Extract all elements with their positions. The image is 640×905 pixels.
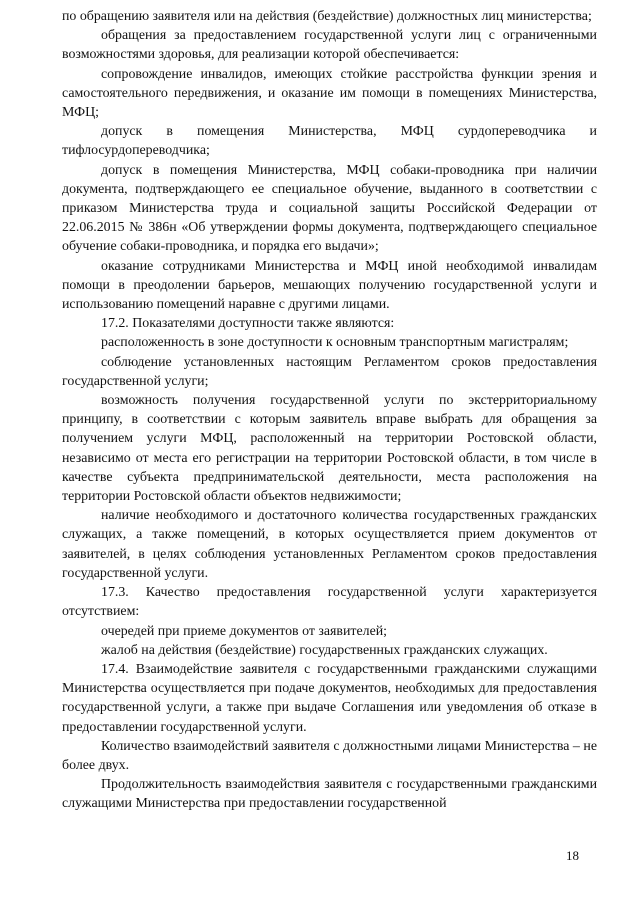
- paragraph-appeal-continuation: по обращению заявителя или на действия (бездействие) должностных лиц министерства;: [62, 9, 592, 24]
- paragraph-disabled-access: обращения за предоставлением государственной услуги лиц с ограниченными возможностями здоровья, для реализации которой обеспечивается:: [62, 28, 597, 63]
- paragraph-sign-interpreter: допуск в помещения Министерства, МФЦ сурдопереводчика и тифлосурдопереводчика;: [62, 124, 597, 159]
- document-body: [62, 7, 597, 814]
- page-number: 18: [566, 848, 579, 863]
- paragraph-extraterritorial: возможность получения государственной услуги по экстерриториальному принципу, в соответствии с которым заявитель вправе выбрать для обращения за получением услуги МФЦ, расположенный на территории Ростовской области, независимо от места его регистрации на территории Ростовской области, в том числе в качестве субъекта предпринимательской деятельности, места расположения на территории Ростовской области объектов недвижимости;: [62, 393, 597, 505]
- paragraph-section-17-3: 17.3. Качество предоставления государственной услуги характеризуется отсутствием:: [62, 585, 597, 620]
- paragraph-no-complaints: жалоб на действия (бездействие) государственных гражданских служащих.: [101, 642, 548, 658]
- paragraph-staff-availability: наличие необходимого и достаточного количества государственных гражданских служащих, а также помещений, в которых осуществляется прием документов от заявителей, в целях соблюдения установленных Регламентом сроков предоставления государственной услуги.: [62, 508, 597, 581]
- paragraph-section-17-4: 17.4. Взаимодействие заявителя с государственными гражданскими служащими Министерства осуществляется при подаче документов, необходимых для предоставления государственной услуги, а также при выдаче Соглашения или уведомления об отказе в предоставлении государственной услуги.: [62, 661, 597, 735]
- paragraph-section-17-2: 17.2. Показателями доступности также являются:: [101, 316, 395, 332]
- paragraph-interaction-duration: Продолжительность взаимодействия заявителя с государственными гражданскими служащими Министерства при предоставлении государственной: [62, 777, 597, 812]
- paragraph-staff-assistance: оказание сотрудниками Министерства и МФЦ иной необходимой инвалидам помощи в преодолении барьеров, мешающих получению государственной услуги и использованию помещений наравне с другими лицами.: [62, 258, 597, 313]
- paragraph-transport-access: расположенность в зоне доступности к основным транспортным магистралям;: [101, 335, 569, 351]
- paragraph-interaction-count: Количество взаимодействий заявителя с должностными лицами Министерства – не более двух.: [62, 738, 597, 773]
- paragraph-deadlines: соблюдение установленных настоящим Регламентом сроков предоставления государственной услуги;: [62, 354, 597, 389]
- paragraph-no-queues: очередей при приеме документов от заявителей;: [101, 623, 388, 639]
- paragraph-guide-dog: допуск в помещения Министерства, МФЦ собаки-проводника при наличии документа, подтверждающего ее специальное обучение, выданного в соответствии с приказом Министерства труда и социальной защиты Российской Федерации от 22.06.2015 № 386н «Об утверждении формы документа, подтверждающего специальное обучение собаки-проводника, и порядка его выдачи»;: [62, 162, 597, 255]
- paragraph-escort-disabled: сопровождение инвалидов, имеющих стойкие расстройства функции зрения и самостоятельного передвижения, и оказание им помощи в помещениях Министерства, МФЦ;: [62, 66, 597, 121]
